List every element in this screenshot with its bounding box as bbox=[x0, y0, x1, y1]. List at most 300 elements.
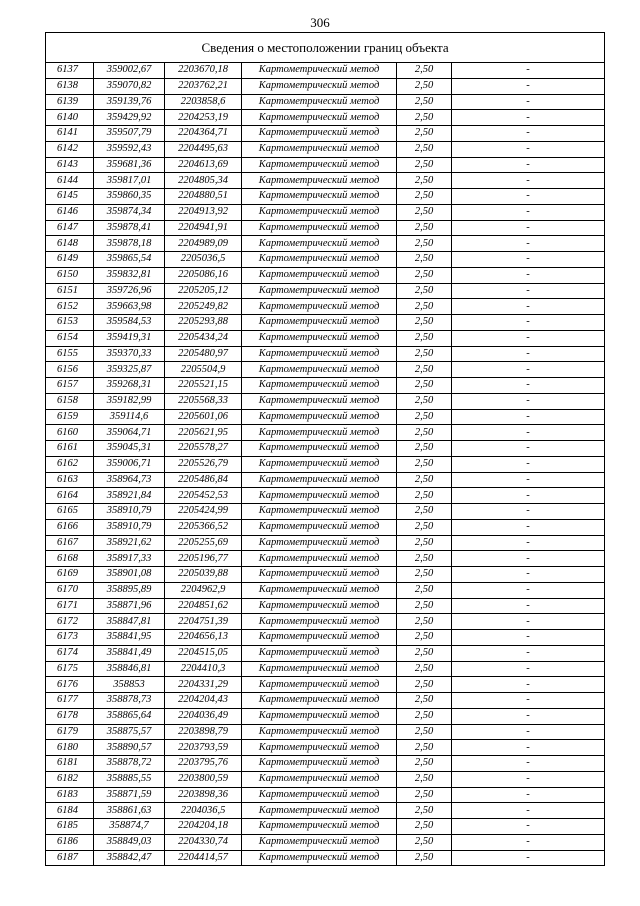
method-cell: Картометрический метод bbox=[242, 362, 397, 378]
coordinate-x-cell: 358861,63 bbox=[94, 803, 165, 819]
accuracy-cell: 2,50 bbox=[397, 126, 452, 142]
description-cell: - bbox=[452, 472, 605, 488]
table-row bbox=[46, 708, 605, 724]
coordinate-x-cell: 358964,73 bbox=[94, 472, 165, 488]
coordinate-y-cell: 2205568,33 bbox=[165, 393, 242, 409]
coordinate-y-cell: 2204253,19 bbox=[165, 110, 242, 126]
method-cell: Картометрический метод bbox=[242, 220, 397, 236]
point-number-cell: 6186 bbox=[46, 834, 94, 850]
point-number-cell: 6141 bbox=[46, 126, 94, 142]
table-row bbox=[46, 141, 605, 157]
table-row bbox=[46, 567, 605, 583]
description-cell: - bbox=[452, 756, 605, 772]
point-number-cell: 6168 bbox=[46, 551, 94, 567]
coordinate-x-cell: 358921,62 bbox=[94, 535, 165, 551]
table-row bbox=[46, 551, 605, 567]
accuracy-cell: 2,50 bbox=[397, 567, 452, 583]
coordinate-y-cell: 2204036,5 bbox=[165, 803, 242, 819]
coordinate-x-cell: 358878,73 bbox=[94, 693, 165, 709]
coordinate-x-cell: 359878,18 bbox=[94, 236, 165, 252]
description-cell: - bbox=[452, 771, 605, 787]
accuracy-cell: 2,50 bbox=[397, 393, 452, 409]
coordinate-x-cell: 358874,7 bbox=[94, 819, 165, 835]
description-cell: - bbox=[452, 189, 605, 205]
description-cell: - bbox=[452, 614, 605, 630]
table-row bbox=[46, 645, 605, 661]
table-row bbox=[46, 740, 605, 756]
coordinate-x-cell: 359045,31 bbox=[94, 441, 165, 457]
point-number-cell: 6163 bbox=[46, 472, 94, 488]
table-row bbox=[46, 677, 605, 693]
coordinate-x-cell: 358865,64 bbox=[94, 708, 165, 724]
coordinate-x-cell: 359370,33 bbox=[94, 346, 165, 362]
accuracy-cell: 2,50 bbox=[397, 519, 452, 535]
method-cell: Картометрический метод bbox=[242, 834, 397, 850]
coordinate-y-cell: 2204962,9 bbox=[165, 582, 242, 598]
coordinate-y-cell: 2205621,95 bbox=[165, 425, 242, 441]
table-row bbox=[46, 598, 605, 614]
accuracy-cell: 2,50 bbox=[397, 157, 452, 173]
coordinate-y-cell: 2204913,92 bbox=[165, 204, 242, 220]
coordinate-y-cell: 2205424,99 bbox=[165, 504, 242, 520]
table-row bbox=[46, 787, 605, 803]
coordinate-x-cell: 359865,54 bbox=[94, 252, 165, 268]
table-row bbox=[46, 441, 605, 457]
coordinate-y-cell: 2205452,53 bbox=[165, 488, 242, 504]
description-cell: - bbox=[452, 330, 605, 346]
point-number-cell: 6145 bbox=[46, 189, 94, 205]
accuracy-cell: 2,50 bbox=[397, 315, 452, 331]
point-number-cell: 6161 bbox=[46, 441, 94, 457]
coordinate-y-cell: 2203800,59 bbox=[165, 771, 242, 787]
coordinate-y-cell: 2203795,76 bbox=[165, 756, 242, 772]
point-number-cell: 6143 bbox=[46, 157, 94, 173]
description-cell: - bbox=[452, 724, 605, 740]
method-cell: Картометрический метод bbox=[242, 819, 397, 835]
point-number-cell: 6138 bbox=[46, 78, 94, 94]
coordinate-y-cell: 2204495,63 bbox=[165, 141, 242, 157]
table-title-row bbox=[46, 33, 605, 63]
accuracy-cell: 2,50 bbox=[397, 141, 452, 157]
table-row bbox=[46, 393, 605, 409]
description-cell: - bbox=[452, 850, 605, 866]
coordinate-x-cell: 358842,47 bbox=[94, 850, 165, 866]
coordinate-y-cell: 2204410,3 bbox=[165, 661, 242, 677]
coordinate-x-cell: 359874,34 bbox=[94, 204, 165, 220]
accuracy-cell: 2,50 bbox=[397, 456, 452, 472]
description-cell: - bbox=[452, 787, 605, 803]
description-cell: - bbox=[452, 141, 605, 157]
accuracy-cell: 2,50 bbox=[397, 78, 452, 94]
point-number-cell: 6179 bbox=[46, 724, 94, 740]
description-cell: - bbox=[452, 299, 605, 315]
point-number-cell: 6175 bbox=[46, 661, 94, 677]
method-cell: Картометрический метод bbox=[242, 425, 397, 441]
coordinate-y-cell: 2205196,77 bbox=[165, 551, 242, 567]
description-cell: - bbox=[452, 425, 605, 441]
description-cell: - bbox=[452, 567, 605, 583]
description-cell: - bbox=[452, 63, 605, 79]
coordinate-y-cell: 2204941,91 bbox=[165, 220, 242, 236]
accuracy-cell: 2,50 bbox=[397, 787, 452, 803]
point-number-cell: 6148 bbox=[46, 236, 94, 252]
coordinate-x-cell: 359114,6 bbox=[94, 409, 165, 425]
coordinate-x-cell: 358921,84 bbox=[94, 488, 165, 504]
table-row bbox=[46, 173, 605, 189]
description-cell: - bbox=[452, 110, 605, 126]
method-cell: Картометрический метод bbox=[242, 614, 397, 630]
point-number-cell: 6156 bbox=[46, 362, 94, 378]
description-cell: - bbox=[452, 157, 605, 173]
point-number-cell: 6153 bbox=[46, 315, 94, 331]
method-cell: Картометрический метод bbox=[242, 551, 397, 567]
accuracy-cell: 2,50 bbox=[397, 551, 452, 567]
accuracy-cell: 2,50 bbox=[397, 504, 452, 520]
accuracy-cell: 2,50 bbox=[397, 63, 452, 79]
accuracy-cell: 2,50 bbox=[397, 378, 452, 394]
method-cell: Картометрический метод bbox=[242, 330, 397, 346]
table-row bbox=[46, 126, 605, 142]
point-number-cell: 6164 bbox=[46, 488, 94, 504]
description-cell: - bbox=[452, 126, 605, 142]
accuracy-cell: 2,50 bbox=[397, 173, 452, 189]
coordinate-y-cell: 2203858,6 bbox=[165, 94, 242, 110]
coordinate-x-cell: 359325,87 bbox=[94, 362, 165, 378]
accuracy-cell: 2,50 bbox=[397, 819, 452, 835]
coordinate-x-cell: 359419,31 bbox=[94, 330, 165, 346]
coordinate-x-cell: 358895,89 bbox=[94, 582, 165, 598]
coordinate-y-cell: 2205504,9 bbox=[165, 362, 242, 378]
table-row bbox=[46, 803, 605, 819]
point-number-cell: 6183 bbox=[46, 787, 94, 803]
point-number-cell: 6165 bbox=[46, 504, 94, 520]
description-cell: - bbox=[452, 94, 605, 110]
coordinate-y-cell: 2204364,71 bbox=[165, 126, 242, 142]
method-cell: Картометрический метод bbox=[242, 252, 397, 268]
point-number-cell: 6160 bbox=[46, 425, 94, 441]
accuracy-cell: 2,50 bbox=[397, 409, 452, 425]
method-cell: Картометрический метод bbox=[242, 661, 397, 677]
coordinate-x-cell: 359584,53 bbox=[94, 315, 165, 331]
point-number-cell: 6171 bbox=[46, 598, 94, 614]
point-number-cell: 6162 bbox=[46, 456, 94, 472]
description-cell: - bbox=[452, 378, 605, 394]
description-cell: - bbox=[452, 393, 605, 409]
accuracy-cell: 2,50 bbox=[397, 362, 452, 378]
table-row bbox=[46, 283, 605, 299]
coordinate-y-cell: 2205366,52 bbox=[165, 519, 242, 535]
coordinate-y-cell: 2204036,49 bbox=[165, 708, 242, 724]
method-cell: Картометрический метод bbox=[242, 204, 397, 220]
table-row bbox=[46, 63, 605, 79]
table-body bbox=[46, 63, 605, 866]
coordinate-x-cell: 359860,35 bbox=[94, 189, 165, 205]
coordinate-y-cell: 2205249,82 bbox=[165, 299, 242, 315]
coordinate-y-cell: 2205293,88 bbox=[165, 315, 242, 331]
accuracy-cell: 2,50 bbox=[397, 677, 452, 693]
coordinate-x-cell: 359817,01 bbox=[94, 173, 165, 189]
coordinate-x-cell: 359507,79 bbox=[94, 126, 165, 142]
point-number-cell: 6166 bbox=[46, 519, 94, 535]
coordinate-y-cell: 2204204,18 bbox=[165, 819, 242, 835]
accuracy-cell: 2,50 bbox=[397, 645, 452, 661]
coordinate-y-cell: 2204851,62 bbox=[165, 598, 242, 614]
table-row bbox=[46, 488, 605, 504]
coordinate-x-cell: 359663,98 bbox=[94, 299, 165, 315]
table-row bbox=[46, 472, 605, 488]
coordinate-y-cell: 2204880,51 bbox=[165, 189, 242, 205]
description-cell: - bbox=[452, 582, 605, 598]
method-cell: Картометрический метод bbox=[242, 315, 397, 331]
point-number-cell: 6152 bbox=[46, 299, 94, 315]
description-cell: - bbox=[452, 645, 605, 661]
description-cell: - bbox=[452, 362, 605, 378]
method-cell: Картометрический метод bbox=[242, 173, 397, 189]
coordinate-y-cell: 2204330,74 bbox=[165, 834, 242, 850]
point-number-cell: 6187 bbox=[46, 850, 94, 866]
accuracy-cell: 2,50 bbox=[397, 283, 452, 299]
description-cell: - bbox=[452, 535, 605, 551]
coordinate-x-cell: 359070,82 bbox=[94, 78, 165, 94]
table-row bbox=[46, 771, 605, 787]
accuracy-cell: 2,50 bbox=[397, 661, 452, 677]
method-cell: Картометрический метод bbox=[242, 598, 397, 614]
coordinate-x-cell: 358871,96 bbox=[94, 598, 165, 614]
coordinate-x-cell: 359878,41 bbox=[94, 220, 165, 236]
accuracy-cell: 2,50 bbox=[397, 598, 452, 614]
coordinate-y-cell: 2204515,05 bbox=[165, 645, 242, 661]
coordinate-x-cell: 359429,92 bbox=[94, 110, 165, 126]
point-number-cell: 6149 bbox=[46, 252, 94, 268]
coordinate-x-cell: 359139,76 bbox=[94, 94, 165, 110]
accuracy-cell: 2,50 bbox=[397, 614, 452, 630]
coordinate-x-cell: 358871,59 bbox=[94, 787, 165, 803]
table-title: Сведения о местоположении границ объекта bbox=[46, 33, 605, 63]
table-row bbox=[46, 299, 605, 315]
description-cell: - bbox=[452, 315, 605, 331]
point-number-cell: 6139 bbox=[46, 94, 94, 110]
method-cell: Картометрический метод bbox=[242, 488, 397, 504]
coordinate-y-cell: 2205255,69 bbox=[165, 535, 242, 551]
coordinate-y-cell: 2204204,43 bbox=[165, 693, 242, 709]
coordinate-x-cell: 359006,71 bbox=[94, 456, 165, 472]
table-row bbox=[46, 267, 605, 283]
point-number-cell: 6169 bbox=[46, 567, 94, 583]
table-row bbox=[46, 425, 605, 441]
table-row bbox=[46, 456, 605, 472]
table-row bbox=[46, 78, 605, 94]
point-number-cell: 6170 bbox=[46, 582, 94, 598]
coordinate-x-cell: 359592,43 bbox=[94, 141, 165, 157]
method-cell: Картометрический метод bbox=[242, 126, 397, 142]
description-cell: - bbox=[452, 819, 605, 835]
method-cell: Картометрический метод bbox=[242, 189, 397, 205]
coordinate-x-cell: 358901,08 bbox=[94, 567, 165, 583]
coordinate-x-cell: 358841,49 bbox=[94, 645, 165, 661]
method-cell: Картометрический метод bbox=[242, 456, 397, 472]
method-cell: Картометрический метод bbox=[242, 504, 397, 520]
accuracy-cell: 2,50 bbox=[397, 236, 452, 252]
method-cell: Картометрический метод bbox=[242, 110, 397, 126]
description-cell: - bbox=[452, 803, 605, 819]
coordinate-x-cell: 358846,81 bbox=[94, 661, 165, 677]
description-cell: - bbox=[452, 677, 605, 693]
point-number-cell: 6178 bbox=[46, 708, 94, 724]
point-number-cell: 6177 bbox=[46, 693, 94, 709]
table-row bbox=[46, 110, 605, 126]
coordinate-x-cell: 359002,67 bbox=[94, 63, 165, 79]
accuracy-cell: 2,50 bbox=[397, 630, 452, 646]
method-cell: Картометрический метод bbox=[242, 78, 397, 94]
coordinate-y-cell: 2205434,24 bbox=[165, 330, 242, 346]
coordinate-y-cell: 2204414,57 bbox=[165, 850, 242, 866]
point-number-cell: 6144 bbox=[46, 173, 94, 189]
coordinate-y-cell: 2205601,06 bbox=[165, 409, 242, 425]
accuracy-cell: 2,50 bbox=[397, 488, 452, 504]
coordinate-x-cell: 358878,72 bbox=[94, 756, 165, 772]
description-cell: - bbox=[452, 630, 605, 646]
method-cell: Картометрический метод bbox=[242, 850, 397, 866]
point-number-cell: 6157 bbox=[46, 378, 94, 394]
method-cell: Картометрический метод bbox=[242, 519, 397, 535]
coordinate-x-cell: 358847,81 bbox=[94, 614, 165, 630]
method-cell: Картометрический метод bbox=[242, 267, 397, 283]
accuracy-cell: 2,50 bbox=[397, 834, 452, 850]
point-number-cell: 6154 bbox=[46, 330, 94, 346]
page-number: 306 bbox=[310, 15, 330, 30]
accuracy-cell: 2,50 bbox=[397, 94, 452, 110]
table-row bbox=[46, 661, 605, 677]
coordinate-y-cell: 2205480,97 bbox=[165, 346, 242, 362]
accuracy-cell: 2,50 bbox=[397, 252, 452, 268]
coordinate-x-cell: 359268,31 bbox=[94, 378, 165, 394]
coordinate-x-cell: 359681,36 bbox=[94, 157, 165, 173]
description-cell: - bbox=[452, 519, 605, 535]
point-number-cell: 6174 bbox=[46, 645, 94, 661]
description-cell: - bbox=[452, 456, 605, 472]
table-row bbox=[46, 378, 605, 394]
accuracy-cell: 2,50 bbox=[397, 267, 452, 283]
method-cell: Картометрический метод bbox=[242, 582, 397, 598]
coordinate-x-cell: 359182,99 bbox=[94, 393, 165, 409]
table-row bbox=[46, 330, 605, 346]
coordinate-y-cell: 2203762,21 bbox=[165, 78, 242, 94]
table-row bbox=[46, 157, 605, 173]
table-row bbox=[46, 362, 605, 378]
description-cell: - bbox=[452, 173, 605, 189]
point-number-cell: 6176 bbox=[46, 677, 94, 693]
table-row bbox=[46, 504, 605, 520]
coordinate-y-cell: 2205578,27 bbox=[165, 441, 242, 457]
point-number-cell: 6180 bbox=[46, 740, 94, 756]
method-cell: Картометрический метод bbox=[242, 157, 397, 173]
table-row bbox=[46, 236, 605, 252]
method-cell: Картометрический метод bbox=[242, 236, 397, 252]
method-cell: Картометрический метод bbox=[242, 787, 397, 803]
accuracy-cell: 2,50 bbox=[397, 582, 452, 598]
table-row bbox=[46, 819, 605, 835]
table-row bbox=[46, 252, 605, 268]
point-number-cell: 6158 bbox=[46, 393, 94, 409]
coordinate-y-cell: 2205486,84 bbox=[165, 472, 242, 488]
accuracy-cell: 2,50 bbox=[397, 708, 452, 724]
description-cell: - bbox=[452, 740, 605, 756]
description-cell: - bbox=[452, 598, 605, 614]
coordinate-y-cell: 2203898,79 bbox=[165, 724, 242, 740]
coordinate-y-cell: 2203793,59 bbox=[165, 740, 242, 756]
method-cell: Картометрический метод bbox=[242, 740, 397, 756]
method-cell: Картометрический метод bbox=[242, 94, 397, 110]
coordinate-y-cell: 2204805,34 bbox=[165, 173, 242, 189]
point-number-cell: 6159 bbox=[46, 409, 94, 425]
method-cell: Картометрический метод bbox=[242, 693, 397, 709]
method-cell: Картометрический метод bbox=[242, 724, 397, 740]
coordinate-y-cell: 2205086,16 bbox=[165, 267, 242, 283]
table-row bbox=[46, 315, 605, 331]
coordinate-x-cell: 359832,81 bbox=[94, 267, 165, 283]
description-cell: - bbox=[452, 834, 605, 850]
table-row bbox=[46, 834, 605, 850]
point-number-cell: 6155 bbox=[46, 346, 94, 362]
point-number-cell: 6140 bbox=[46, 110, 94, 126]
method-cell: Картометрический метод bbox=[242, 409, 397, 425]
coordinate-y-cell: 2204331,29 bbox=[165, 677, 242, 693]
coordinate-y-cell: 2203670,18 bbox=[165, 63, 242, 79]
accuracy-cell: 2,50 bbox=[397, 803, 452, 819]
table-row bbox=[46, 614, 605, 630]
accuracy-cell: 2,50 bbox=[397, 850, 452, 866]
method-cell: Картометрический метод bbox=[242, 645, 397, 661]
point-number-cell: 6184 bbox=[46, 803, 94, 819]
method-cell: Картометрический метод bbox=[242, 63, 397, 79]
point-number-cell: 6185 bbox=[46, 819, 94, 835]
table-row bbox=[46, 756, 605, 772]
table-row bbox=[46, 630, 605, 646]
coordinate-x-cell: 358841,95 bbox=[94, 630, 165, 646]
table-row bbox=[46, 850, 605, 866]
method-cell: Картометрический метод bbox=[242, 756, 397, 772]
coordinate-y-cell: 2204656,13 bbox=[165, 630, 242, 646]
accuracy-cell: 2,50 bbox=[397, 441, 452, 457]
point-number-cell: 6150 bbox=[46, 267, 94, 283]
method-cell: Картометрический метод bbox=[242, 346, 397, 362]
method-cell: Картометрический метод bbox=[242, 141, 397, 157]
accuracy-cell: 2,50 bbox=[397, 346, 452, 362]
accuracy-cell: 2,50 bbox=[397, 220, 452, 236]
description-cell: - bbox=[452, 204, 605, 220]
table-row bbox=[46, 724, 605, 740]
coordinate-x-cell: 358890,57 bbox=[94, 740, 165, 756]
coordinate-x-cell: 358910,79 bbox=[94, 519, 165, 535]
method-cell: Картометрический метод bbox=[242, 771, 397, 787]
accuracy-cell: 2,50 bbox=[397, 189, 452, 205]
method-cell: Картометрический метод bbox=[242, 441, 397, 457]
description-cell: - bbox=[452, 78, 605, 94]
accuracy-cell: 2,50 bbox=[397, 330, 452, 346]
table-row bbox=[46, 693, 605, 709]
accuracy-cell: 2,50 bbox=[397, 472, 452, 488]
description-cell: - bbox=[452, 220, 605, 236]
accuracy-cell: 2,50 bbox=[397, 535, 452, 551]
coordinate-y-cell: 2205036,5 bbox=[165, 252, 242, 268]
accuracy-cell: 2,50 bbox=[397, 204, 452, 220]
point-number-cell: 6181 bbox=[46, 756, 94, 772]
coordinate-y-cell: 2204989,09 bbox=[165, 236, 242, 252]
point-number-cell: 6173 bbox=[46, 630, 94, 646]
table-row bbox=[46, 346, 605, 362]
description-cell: - bbox=[452, 252, 605, 268]
point-number-cell: 6151 bbox=[46, 283, 94, 299]
